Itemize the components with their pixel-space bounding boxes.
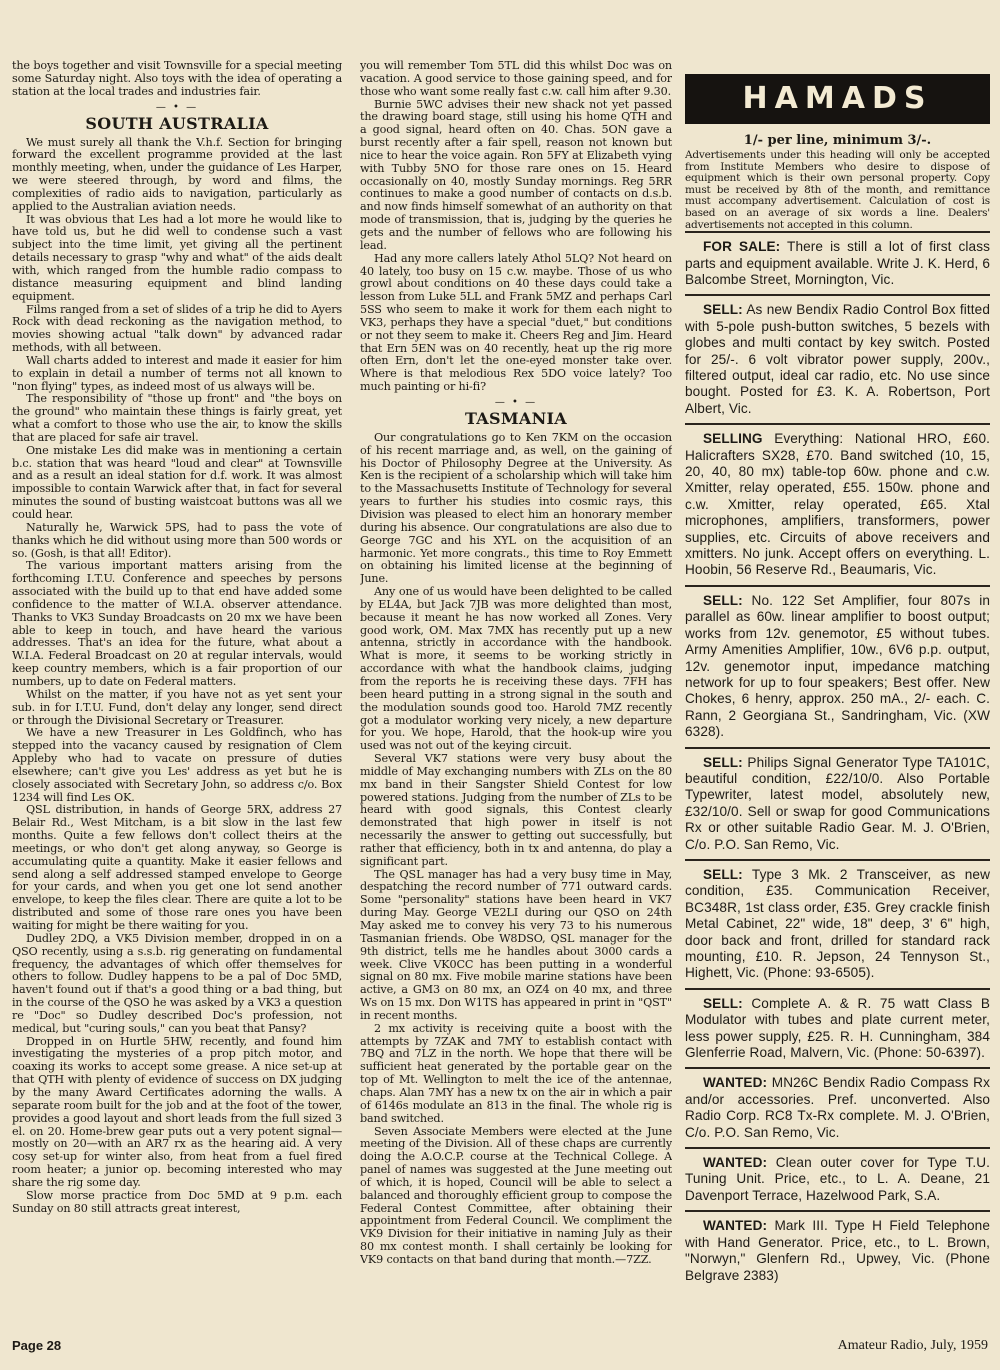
- ad-text: Mark III. Type H Field Telephone with Hand Generator. Price, etc., to L. Brown, "Norwyn," Glenfern Rd., Upwey, Vic. (Phone Belgrave 2383): [685, 1218, 990, 1283]
- paragraph: We must surely all thank the V.h.f. Section for bringing forward the excellent programme provided at the last monthly meeting, when, under the guidance of Les Harper, we were steered through, by word and films, the complexities of radio aids to navigation, particularly as applied to the Australian aviation needs.: [12, 135, 342, 213]
- paragraph: Wall charts added to interest and made it easier for him to explain in detail a number of terms not all known to "non flying" types, as indeed most of us always will be.: [12, 353, 342, 393]
- ad-text: Type 3 Mk. 2 Transceiver, as new condition, £35. Communication Receiver, BC348R, 1st class order, £35. Grey crackle finish Metal Cabinet, 22" wide, 18" deep, 3' 6" high, door back and front, drilled for standard rack mounting, £10. R. Jepson, 24 Tennyson St., Highett, Vic. (Phone: 93-6505).: [685, 866, 990, 981]
- ad-text: Philips Signal Generator Type TA101C, beautiful condition, £22/10/0. Also Portable Typewriter, latest model, absolutely new, £32/10/0. Sell or swap for good Communications Rx or other suitable Radio Gear. M. J. O'Brien, C/o. P.O. San Remo, Vic.: [685, 754, 990, 852]
- paragraph: The responsibility of "those up front" and "the boys on the ground" who maintain these things is fairly great, yet what a comfort to those who use the air, to know the skills that are placed for safe air travel.: [12, 392, 342, 444]
- ad-text: Everything: National HRO, £60. Halicrafters SX28, £70. Band switched (10, 15, 20, 40, 80 mx) table-top 60w. phone and c.w. Xmitter, relay operated, £55. 150w. phone and c.w. Xmitter, relay operated, £65. Xtal microphones, amplifiers, transformers, power supplies, etc. Circuits of above receivers and xmitters. No junk. Accept offers on everything. L. Hoobin, 56 Reserve Rd., Beaumaris, Vic.: [685, 431, 990, 578]
- section-divider: — • —: [155, 101, 199, 113]
- section-heading-south-australia: SOUTH AUSTRALIA: [85, 113, 269, 133]
- ad-keyword: FOR SALE:: [703, 239, 781, 255]
- classified-ad: [685, 859, 990, 988]
- page-number: Page 28: [12, 1338, 62, 1353]
- classified-ad: [685, 747, 990, 859]
- paragraph: The QSL manager has had a very busy time in May, despatching the record number of 771 outward cards. Some "personality" stations have been heard in VK7 during May. George VE2LI during our QSO on 24th May asked me to convey his very 73 to his numerous Tasmanian friends. Obe W8DSO, QSL manager for the 9th district, tells me he handles about 3000 cards a week. Clive VK0CC has been putting in a wonderful signal on 80 mx. Five mobile marine stations have been active, a GM3 on 80 mx, an OZ4 on 40 mx, and three Ws on 15 mx. Don W1TS has appeared in print in "QST" in recent months.: [360, 867, 672, 1022]
- paragraph: Whilst on the matter, if you have not as yet sent your sub. in for I.T.U. Fund, don't delay any longer, send direct or through the Divisional Secretary or Treasurer.: [12, 687, 342, 727]
- column-hamads: [685, 60, 990, 1330]
- paragraph: Seven Associate Members were elected at the June meeting of the Division. All of these chaps are currently doing the A.O.C.P. course at the Technical College. A panel of names was suggested at the June meeting out of which, it is hoped, Council will be able to select a balanced and thoroughly efficient group to compose the Federal Contest Committee, after obtaining their appointment from Federal Council. We compliment the VK9 Division for their initiative in naming July as their 80 mx contest month. I shall certainly be looking for VK9 contacts on that band during that month.—7ZZ.: [360, 1124, 672, 1266]
- paragraph: Had any more callers lately Athol 5LQ? Not heard on 40 lately, too busy on 15 c.w. maybe. Those of us who growl about conditions on 40 these days could take a lesson from Luke 5LL and Frank 5MZ and perhaps Carl 5SS who seem to make it work for them each night to VK3, perhaps they have a special "duet," but conditions or not they seem to make it. Cheers Reg and Jim. Heard that Ern 5EN was on 40 recently, heat up the rig more often Ern, don't let the one-eyed monster take over. Where is that melodious Rex 5DO voice lately? Too much painting or hi-fi?: [360, 251, 672, 394]
- classified-ad: [685, 231, 990, 294]
- column-left: [12, 60, 342, 1330]
- classified-ad: [685, 1147, 990, 1210]
- ad-keyword: WANTED:: [703, 1218, 768, 1234]
- ad-keyword: SELL:: [703, 592, 743, 608]
- paragraph: Our congratulations go to Ken 7KM on the occasion of his recent marriage and, as well, on the gaining of his Doctor of Philosophy Degree at the University. As Ken is the recipient of a scholarship which will take him to the Massachusetts Institute of Technology for several years to further his studies into cosmic rays, this Division was pleased to elect him an honorary member during his absence. Our congratulations are also due to George 7GC and his XYL on the acquisition of an harmonic. Yet more congrats., this time to Roy Emmett on obtaining his limited license at the beginning of June.: [360, 430, 672, 586]
- ad-text: There is still a lot of first class parts and equipment available. Write J. K. Herd, 6 Balcombe Street, Mornington, Vic.: [685, 239, 990, 287]
- ad-text: MN26C Bendix Radio Compass Rx and/or accessories. Pref. unconverted. Also Radio Corp. RC8 Tx-Rx complete. M. J. O'Brien, C/o. P.O. San Remo, Vic.: [685, 1075, 990, 1140]
- paragraph: We have a new Treasurer in Les Goldfinch, who has stepped into the vacancy caused by resignation of Clem Appleby who had to vacate on pressure of duties elsewhere; can't give you Les' address as yet but he is closely associated with Secretary John, so address c/o. Box 1234 will find Les OK.: [12, 726, 342, 804]
- paragraph: It was obvious that Les had a lot more he would like to have told us, but he did well to condense such a vast subject into the time limit, yet giving all the pertinent details necessary to grasp "why and what" of the aids dealt with, which ranged from the humble radio compass to distance measuring equipment and blind landing equipment.: [12, 212, 342, 303]
- column-middle: [360, 60, 672, 1330]
- classified-ad: [685, 294, 990, 423]
- ad-keyword: SELL:: [703, 866, 743, 882]
- paragraph: Any one of us would have been delighted to be called by EL4A, but Jack 7JB was more delighted than most, because it meant he has now worked all Zones. Very good work, OM. Max 7MX has recently put up a new antenna, strictly in accordance with the handbook. What is more, it seems to be working strictly in accordance with what the handbook claims, judging from the reports he is receiving these days. 7FH has been heard putting in a strong signal in the south and the modulation sounds good too. Harold 7MZ recently got a modulator working very nicely, a new departure for you. We hope, Harold, that the hook-up wire you used was not out of the keying circuit.: [360, 585, 672, 753]
- paragraph: The various important matters arising from the forthcoming I.T.U. Conference and speeches by persons associated with the build up to that end have added some confidence to the matter of W.I.A. observer attendance. Thanks to VK3 Sunday Broadcasts on 20 mx we have been able to keep in touch, and have heard the various addresses. That's an idea for the future, what about a W.I.A. Federal Broadcast on 20 at regular intervals, would keep country members, which is a fair proportion of our numbers, up to date on Federal matters.: [12, 559, 342, 688]
- ad-keyword: SELLING: [703, 431, 763, 447]
- hamads-rate: 1/- per line, minimum 3/-.: [743, 133, 932, 148]
- ad-text: No. 122 Set Amplifier, four 807s in parallel as 60w. linear amplifier to boost output; works from 12v. genemotor, £5 without tubes. Army Amenities Amplifier, 10w., 6V6 p.p. output, 12v. genemotor input, impedance matching network for up to four speakers; Best offer. New Chokes, 6 henry, approx. 250 mA., 2/- each. C. Rann, 2 Georgiana St., Sandringham, Vic. (XW 6328).: [685, 592, 990, 740]
- ad-keyword: SELL:: [703, 754, 743, 770]
- classified-ad: [685, 423, 990, 585]
- classified-ad: [685, 585, 990, 747]
- paragraph: the boys together and visit Townsville for a special meeting some Saturday night. Also toys with the idea of operating a station at the local trades and industries fair.: [12, 60, 342, 98]
- ad-text: As new Bendix Radio Control Box fitted with 5-pole push-button switches, 5 bezels with globes and multi contact by key switch. Posted for 25/-. 6 volt vibrator power supply, 200v., filtered output, ideal car radio, etc. No use since bought. Posted for £3. K. A. Robertson, Port Albert, Vic.: [685, 302, 990, 416]
- ad-text: Clean outer cover for Type T.U. Tuning Unit. Price, etc., to L. A. Deane, 21 Davenport Terrace, Hazelwood Park, S.A.: [685, 1155, 990, 1203]
- paragraph: Burnie 5WC advises their new shack not yet passed the drawing board stage, still using his home QTH and a good signal, heard often on 40. Chas. 5ON gave a burst recently after a fair spell, reason not known but nice to hear the voice again. Ron 5FY at Elizabeth vying with Tubby 5NO for those rare ones on 15. Heard occasionally on 40, mostly Sunday mornings. Reg 5RR continues to make a good number of contacts on d.s.b. and now finds himself somewhat of an authority on that mode of transmission, that is, judging by the queries he gets and the number of fellows who are following his lead.: [360, 97, 672, 252]
- classified-ads-list: [685, 231, 990, 1290]
- ad-keyword: SELL:: [703, 995, 743, 1011]
- paragraph: Films ranged from a set of slides of a trip he did to Ayers Rock with dead reckoning as the navigation method, to movies showing actual "talk down" by advanced radar methods, with all between.: [12, 302, 342, 355]
- section-heading-tasmania: TASMANIA: [464, 408, 568, 428]
- hamads-banner: HAMADS: [685, 74, 990, 124]
- publication-issue: Amateur Radio, July, 1959: [837, 1338, 988, 1353]
- paragraph: Slow morse practice from Doc 5MD at 9 p.m. each Sunday on 80 still attracts great interest,: [12, 1188, 342, 1215]
- paragraph: One mistake Les did make was in mentioning a certain b.c. station that was heard "loud and clear" at Townsville and as a result an ideal station for d.f. work. It was almost impossible to contain Warwick after that, in fact for several minutes the sound of busting waistcoat buttons was all we could hear.: [12, 443, 342, 521]
- ad-keyword: SELL:: [703, 302, 743, 318]
- paragraph: Dudley 2DQ, a VK5 Division member, dropped in on a QSO recently, using a s.s.b. rig generating on fundamental frequency, the advantages of which offer themselves for others to follow. Dudley happens to be a pal of Doc 5MD, haven't found out if that's a good thing or a bad thing, but in the course of the QSO he was asked by a VK3 a question re "Doc" so Dudley described Doc's profession, not medical, but "curing souls," can you beat that Pansy?: [12, 931, 342, 1035]
- classified-ad: [685, 988, 990, 1068]
- ad-keyword: WANTED:: [703, 1155, 768, 1171]
- paragraph: 2 mx activity is receiving quite a boost with the attempts by 7ZAK and 7MY to establish contact with 7BQ and 7LZ in the north. We hope that there will be sufficient heat generated by the portable gear on the top of Mt. Wellington to melt the ice of the antennae, chaps. Alan 7MY has a new tx on the air in which a pair of 6146s modulate an 813 in the final. The whole rig is band switched.: [360, 1021, 672, 1125]
- paragraph: you will remember Tom 5TL did this whilst Doc was on vacation. A good service to those gaining speed, and for those who want some really fast c.w. call him after 9.30.: [360, 60, 672, 98]
- ad-text: Complete A. & R. 75 watt Class B Modulator with tubes and plate current meter, less power supply, £25. R. H. Cunningham, 384 Glenferrie Road, Malvern, Vic. (Phone: 50-6397).: [685, 995, 990, 1061]
- classified-ad: [685, 1067, 990, 1147]
- paragraph: Naturally he, Warwick 5PS, had to pass the vote of thanks which he did without using more than 500 words or so. (Gosh, is that all! Editor).: [12, 520, 342, 560]
- paragraph: QSL distribution, in hands of George 5RX, address 27 Belair Rd., West Mitcham, is a bit slow in the last few months. Quite a few fellows don't collect theirs at the meetings, or who don't get along anyway, so George is accumulating quite a quantity. Make it easier fellows and send along a self addressed stamped envelope to George for your cards, and when you get one lot send another envelope, to keep the files clear. There are quite a lot to be distributed and some of those rare ones you have been waiting for might be there waiting for you.: [12, 803, 342, 932]
- section-divider: — • —: [494, 396, 538, 408]
- ad-keyword: WANTED:: [703, 1075, 768, 1091]
- paragraph: Several VK7 stations were very busy about the middle of May exchanging numbers with ZLs on the 80 mx band in their Sangster Shield Contest for low powered stations. Judging from the number of ZLs to be heard with good signals, this Contest clearly demonstrated that high power in itself is not necessarily the answer to getting out successfully, but rather that efficiency, both in tx and antenna, do play a significant part.: [360, 752, 672, 868]
- classified-ad: [685, 1210, 990, 1290]
- paragraph: Dropped in on Hurtle 5HW, recently, and found him investigating the mysteries of a prop pitch motor, and coaxing its works to accept some grease. A nice set-up at that QTH with plenty of evidence of success on DX judging by the many Award Certificates adorning the walls. A separate room built for the job and at the foot of the tower, provides a good layout and short leads from the full sized 3 el. on 20. Home-brew gear puts out a very potent signal—mostly on 20—with an AR7 rx as the hearing aid. A very cosy set-up for winter also, from heat from a fuel fired room heater; a junior op. becoming interested who may share the rig some day.: [12, 1034, 342, 1189]
- hamads-notice: Advertisements under this heading will only be accepted from Institute Members who desire to dispose of equipment which is their own personal property. Copy must be received by 8th of the month, and remittance must accompany advertisement. Calculation of cost is based on an average of six words a line. Dealers' advertisements not accepted in this column.: [685, 149, 990, 231]
